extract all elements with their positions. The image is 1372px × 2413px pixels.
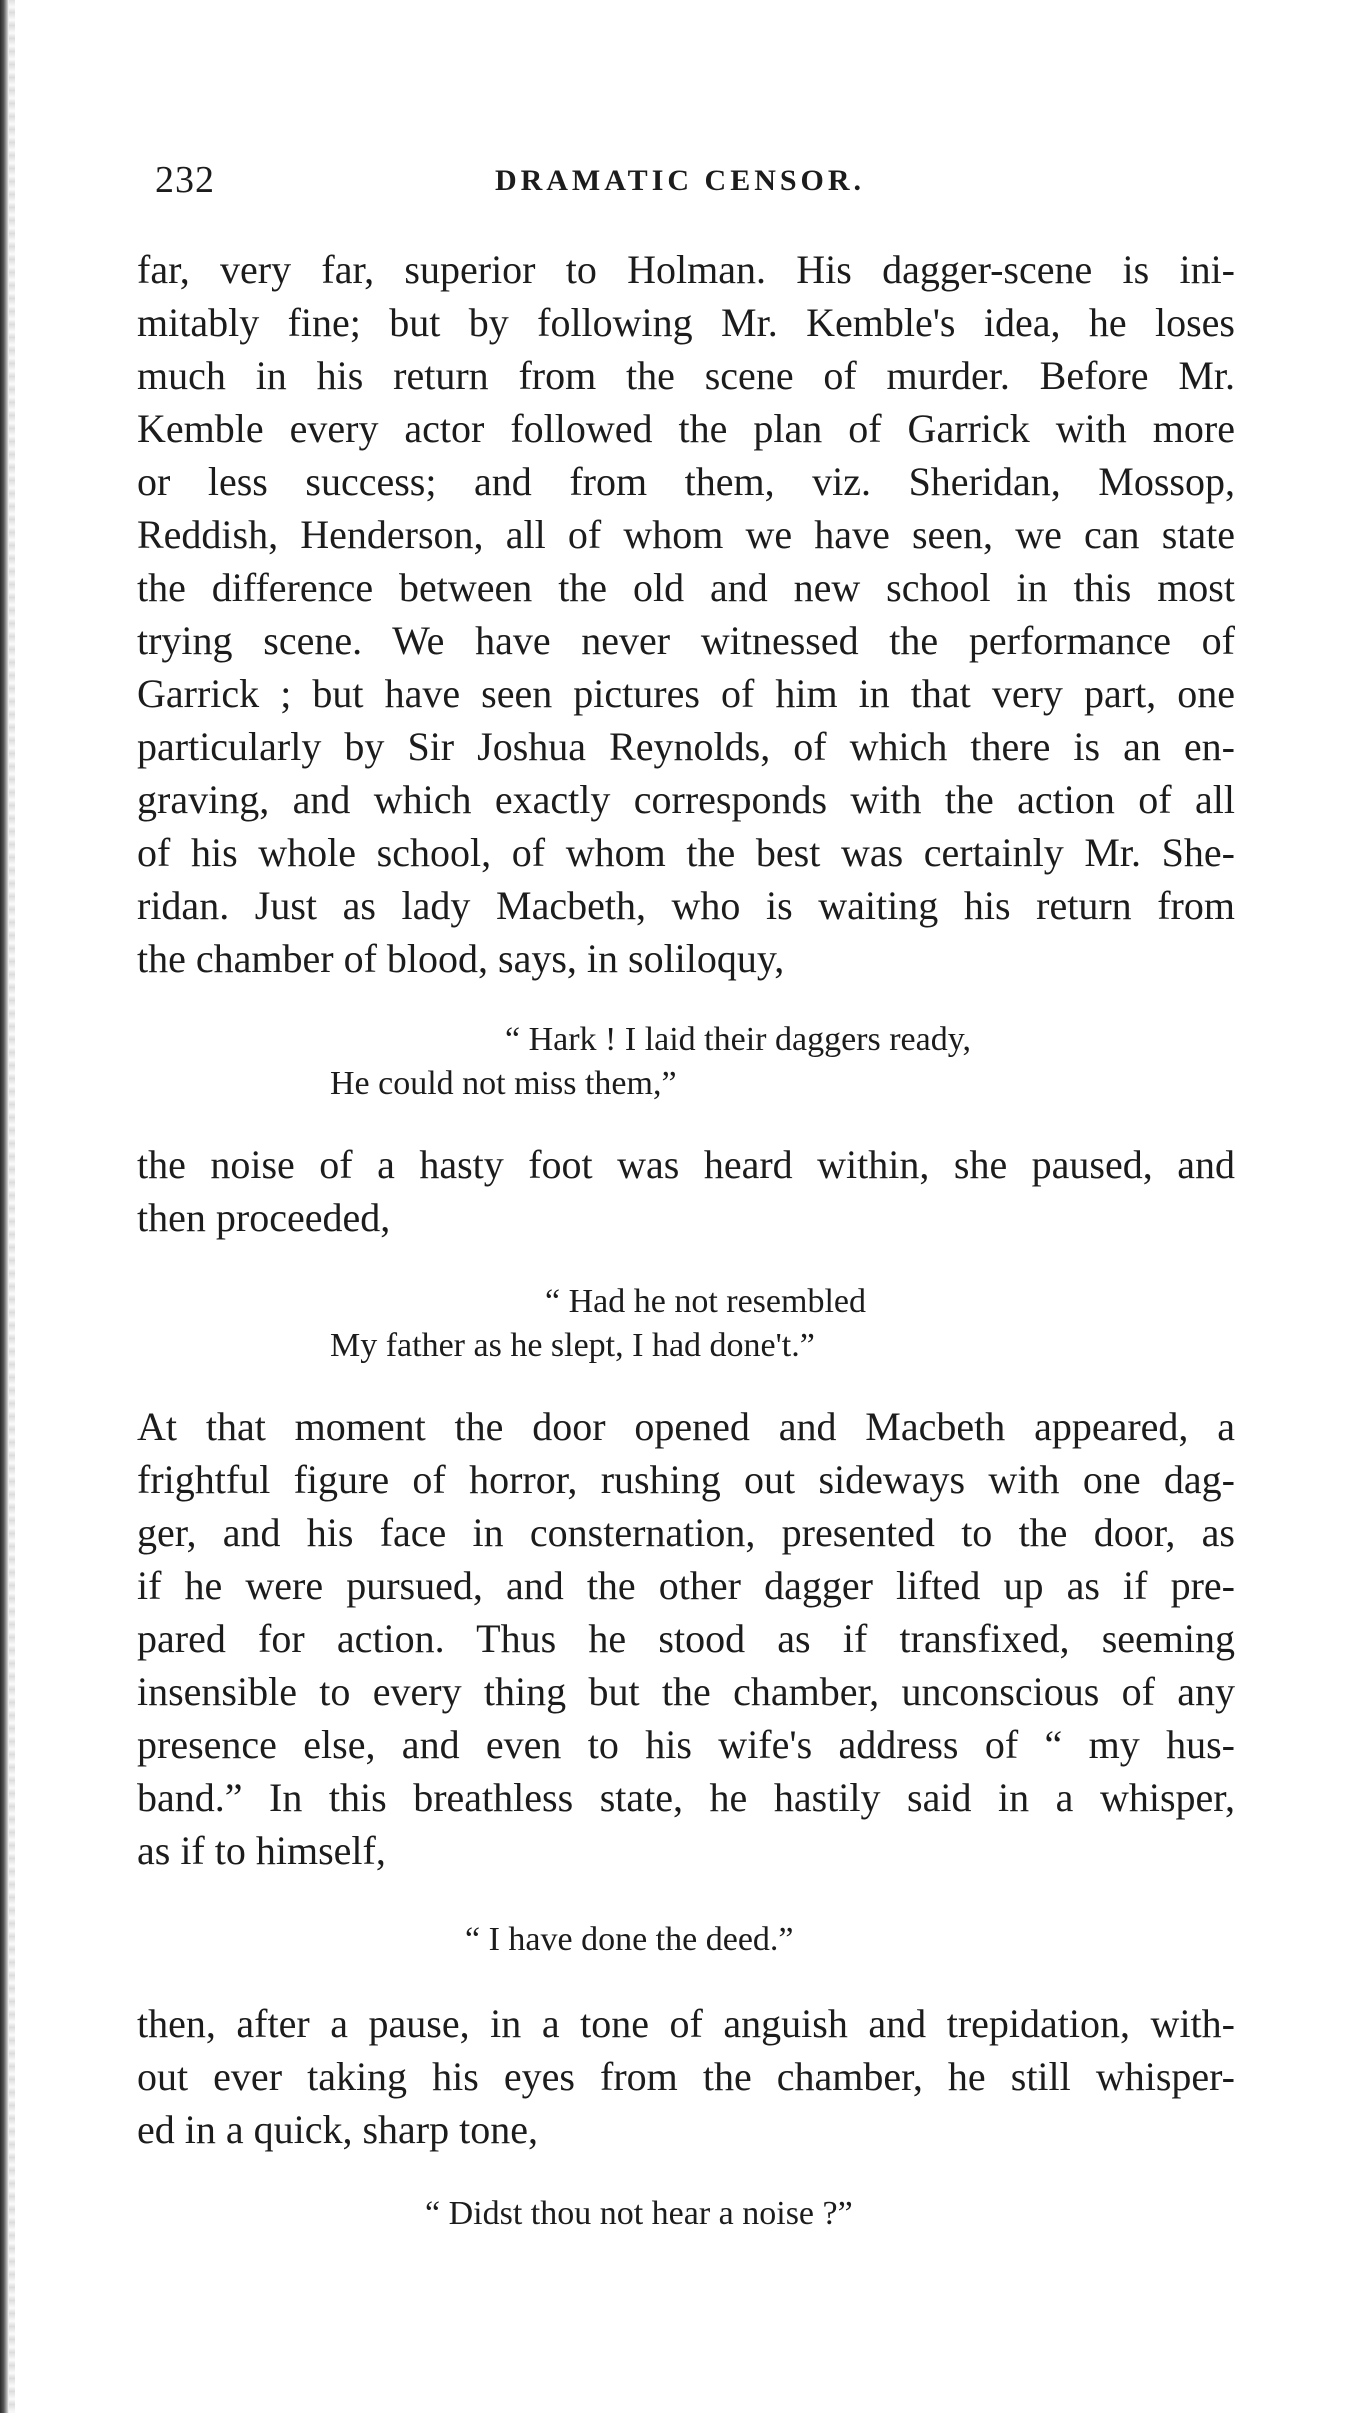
page-header [150, 158, 1240, 208]
paragraph-1 [137, 243, 1235, 985]
text-line: of his whole school, of whom the best was certainly Mr. She- [137, 830, 1235, 875]
paragraph-4 [137, 1997, 1235, 2156]
text-line: then proceeded, [137, 1195, 391, 1240]
text-line: Garrick ; but have seen pictures of him in that very part, one [137, 671, 1235, 716]
text-line: insensible to every thing but the chamber, unconscious of any [137, 1669, 1235, 1714]
text-line: then, after a pause, in a tone of anguish and trepidation, with- [137, 2001, 1235, 2046]
text-line: graving, and which exactly corresponds with the action of all [137, 777, 1235, 822]
text-line: ridan. Just as lady Macbeth, who is waiting his return from [137, 883, 1235, 928]
verse-quote-2-line-2: My father as he slept, I had done't.” [330, 1327, 815, 1364]
text-line: frightful figure of horror, rushing out sideways with one dag- [137, 1457, 1235, 1502]
paragraph-3 [137, 1400, 1235, 1877]
text-line: out ever taking his eyes from the chamber, he still whisper- [137, 2054, 1235, 2099]
verse-quote-1-line-2: He could not miss them,” [330, 1065, 677, 1102]
running-head: DRAMATIC CENSOR. [494, 164, 866, 197]
text-line: Kemble every actor followed the plan of Garrick with more [137, 406, 1235, 451]
text-line: trying scene. We have never witnessed the performance of [137, 618, 1235, 663]
text-line: particularly by Sir Joshua Reynolds, of which there is an en- [137, 724, 1235, 769]
text-line: the difference between the old and new school in this most [137, 565, 1235, 610]
text-line: the noise of a hasty foot was heard within, she paused, and [137, 1142, 1235, 1187]
text-line: presence else, and even to his wife's address of “ my hus- [137, 1722, 1235, 1767]
page-number: 232 [155, 159, 215, 201]
paragraph-2 [137, 1138, 1235, 1244]
verse-quote-2-line-1: “ Had he not resembled [545, 1283, 866, 1320]
page-binding-shadow [9, 0, 15, 2413]
text-line: ger, and his face in consternation, presented to the door, as [137, 1510, 1235, 1555]
text-line: ed in a quick, sharp tone, [137, 2107, 538, 2152]
verse-quote-3-line-1: “ I have done the deed.” [465, 1921, 794, 1958]
text-line: if he were pursued, and the other dagger lifted up as if pre- [137, 1563, 1235, 1608]
text-line: mitably fine; but by following Mr. Kemble's idea, he loses [137, 300, 1235, 345]
text-line: Reddish, Henderson, all of whom we have seen, we can state [137, 512, 1235, 557]
text-line: or less success; and from them, viz. Sheridan, Mossop, [137, 459, 1235, 504]
text-line: pared for action. Thus he stood as if transfixed, seeming [137, 1616, 1235, 1661]
page-binding-edge [0, 0, 9, 2413]
text-line: far, very far, superior to Holman. His dagger-scene is ini- [137, 247, 1235, 292]
text-line: the chamber of blood, says, in soliloquy, [137, 936, 785, 981]
verse-quote-1-line-1: “ Hark ! I laid their daggers ready, [505, 1021, 972, 1058]
text-line: as if to himself, [137, 1828, 386, 1873]
text-line: At that moment the door opened and Macbeth appeared, a [137, 1404, 1235, 1449]
verse-quote-4-line-1: “ Didst thou not hear a noise ?” [425, 2195, 853, 2232]
text-line: band.” In this breathless state, he hastily said in a whisper, [137, 1775, 1235, 1820]
text-line: much in his return from the scene of murder. Before Mr. [137, 353, 1235, 398]
